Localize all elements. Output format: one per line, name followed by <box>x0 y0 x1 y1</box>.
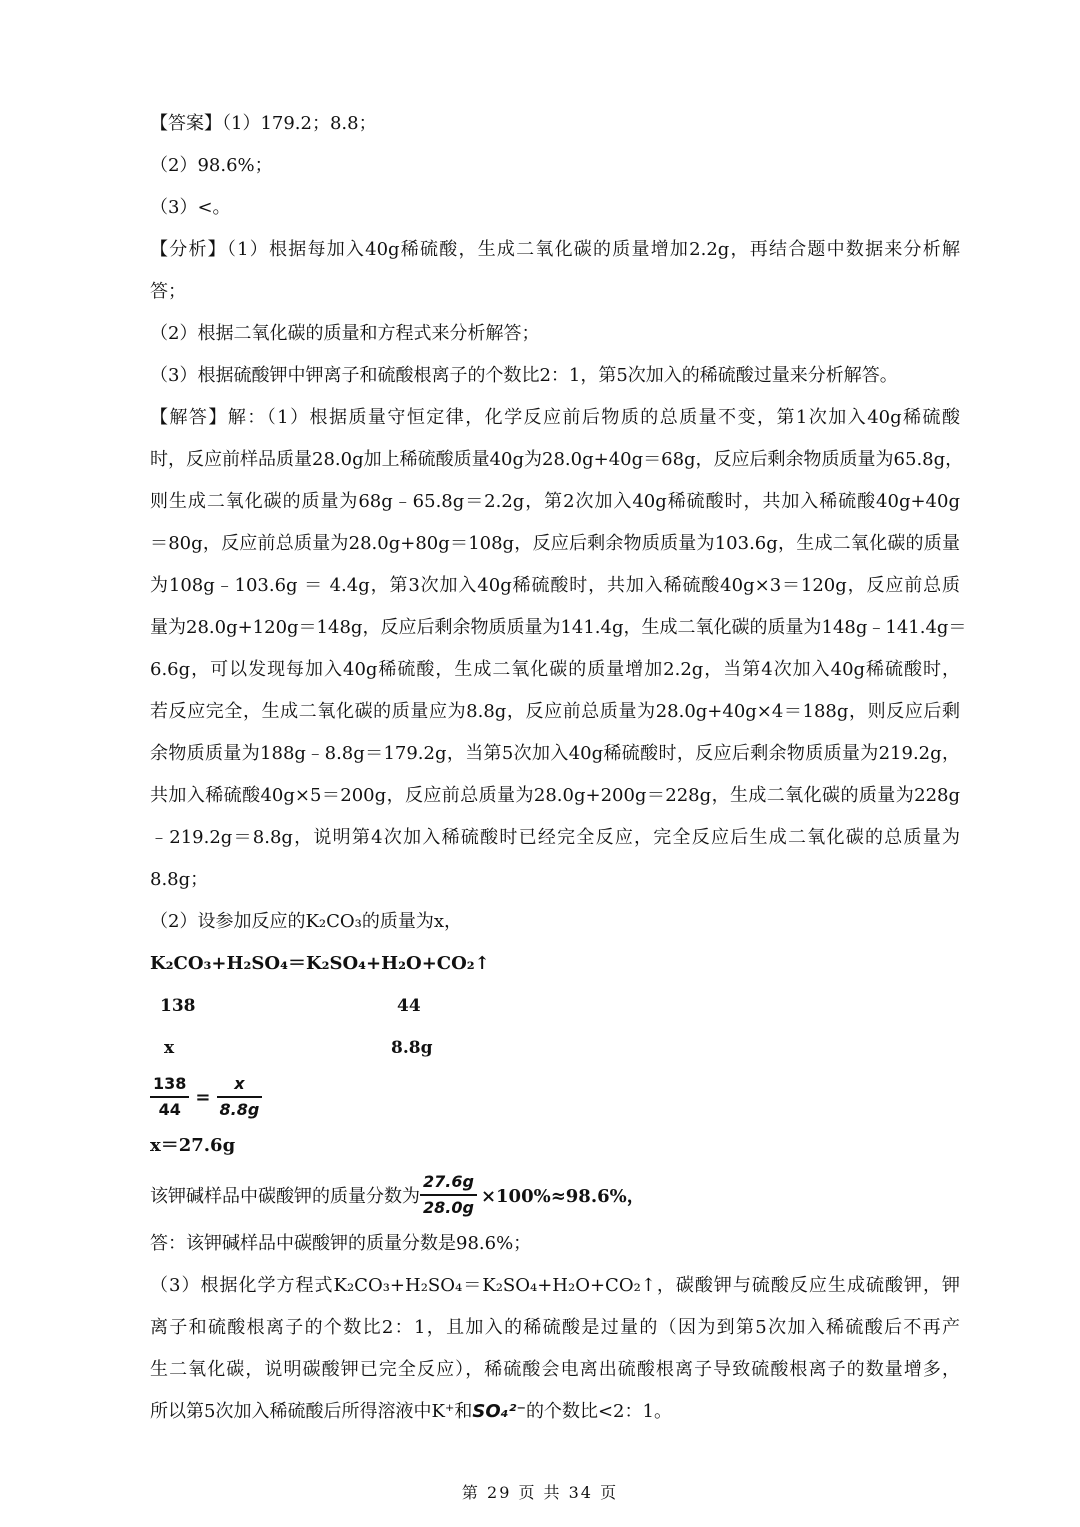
percent-prefix: 该钾碱样品中碳酸钾的质量分数为 <box>150 1186 420 1207</box>
fraction-right-num: x <box>217 1074 263 1098</box>
unknown-row <box>150 1027 960 1069</box>
part3-line: 离子和硫酸根离子的个数比2：1，且加入的稀硫酸是过量的（因为到第5次加入稀硫酸后不再产 <box>150 1317 960 1338</box>
document-body <box>150 103 967 1433</box>
percent-row <box>150 1167 960 1223</box>
page-footer: 第 29 页 共 34 页 <box>461 1483 619 1502</box>
percent-num: 27.6g <box>420 1172 477 1196</box>
solution-line: 共加入稀硫酸40g×5＝200g，反应前总质量为28.0g+200g＝228g，生成二氧化碳的质量为228g <box>150 785 960 806</box>
fraction-right <box>217 1074 263 1120</box>
answer-line-2: （2）98.6%； <box>150 155 273 176</box>
percent-fraction <box>420 1172 477 1218</box>
equals-sign: = <box>195 1086 211 1108</box>
part2-intro: （2）设参加反应的K₂CO₃的质量为x， <box>150 911 463 932</box>
answer-line-1: 【答案】（1）179.2；8.8； <box>150 113 377 134</box>
solution-line: 余物质质量为188g﹣8.8g＝179.2g，当第5次加入40g稀硫酸时，反应后剩余物质质量为219.2g， <box>150 743 960 764</box>
part3-last-suffix: 的个数比<2：1。 <box>525 1401 672 1422</box>
percent-suffix: ×100%≈98.6%， <box>480 1186 645 1207</box>
solution-line: 为108g﹣103.6g ＝ 4.4g，第3次加入40g稀硫酸时，共加入稀硫酸40g×3＝120g，反应前总质 <box>150 575 960 596</box>
chemical-equation: K₂CO₃+H₂SO₄＝K₂SO₄+H₂O+CO₂↑ <box>150 953 490 974</box>
solution-line: 6.6g，可以发现每加入40g稀硫酸，生成二氧化碳的质量增加2.2g，当第4次加入40g稀硫酸时， <box>150 659 960 680</box>
unknown-right: 8.8g <box>391 1038 433 1058</box>
solution-line: ﹣219.2g＝8.8g，说明第4次加入稀硫酸时已经完全反应，完全反应后生成二氧化碳的总质量为 <box>150 827 960 848</box>
fraction-right-den: 8.8g <box>219 1100 260 1119</box>
molar-mass-row <box>150 985 960 1027</box>
fraction-left <box>150 1074 189 1120</box>
part3-last-line <box>150 1391 960 1433</box>
analysis-line-2: 答； <box>150 281 186 302</box>
solution-line: 【解答】解：（1）根据质量守恒定律，化学反应前后物质的总质量不变，第1次加入40g稀硫酸 <box>150 407 960 428</box>
answer-line-3: （3）<。 <box>150 197 231 218</box>
part3-line: 生二氧化碳，说明碳酸钾已完全反应），稀硫酸会电离出硫酸根离子导致硫酸根离子的数量增多， <box>150 1359 960 1380</box>
percent-den: 28.0g <box>423 1198 474 1217</box>
conclusion-line: 答：该钾碱样品中碳酸钾的质量分数是98.6%； <box>150 1233 532 1254</box>
x-result: x＝27.6g <box>150 1135 236 1156</box>
solution-line: 若反应完全，生成二氧化碳的质量应为8.8g，反应前总质量为28.0g+40g×4＝188g，则反应后剩 <box>150 701 960 722</box>
analysis-line-3: （2）根据二氧化碳的质量和方程式来分析解答； <box>150 323 540 344</box>
analysis-line-4: （3）根据硫酸钾中钾离子和硫酸根离子的个数比2：1，第5次加入的稀硫酸过量来分析解答。 <box>150 365 898 386</box>
solution-line: ＝80g，反应前总质量为28.0g+80g＝108g，反应后剩余物质质量为103.6g，生成二氧化碳的质量 <box>150 533 960 554</box>
solution-line: 时，反应前样品质量28.0g加上稀硫酸质量40g为28.0g+40g＝68g，反应后剩余物质质量为65.8g， <box>150 449 964 470</box>
proportion-row <box>150 1069 960 1125</box>
unknown-left: x <box>164 1038 175 1058</box>
analysis-line-1: 【分析】（1）根据每加入40g稀硫酸，生成二氧化碳的质量增加2.2g，再结合题中数据来分析解 <box>150 239 960 260</box>
solution-line: 量为28.0g+120g＝148g，反应后剩余物质质量为141.4g，生成二氧化碳的质量为148g﹣141.4g＝ <box>150 617 967 638</box>
part3-line: （3）根据化学方程式K₂CO₃+H₂SO₄＝K₂SO₄+H₂O+CO₂↑，碳酸钾与硫酸反应生成硫酸钾，钾 <box>150 1275 960 1296</box>
mass-right: 44 <box>397 996 421 1016</box>
fraction-left-num: 138 <box>150 1074 189 1098</box>
solution-line: 8.8g； <box>150 869 209 890</box>
sulfate-ion: SO₄²⁻ <box>472 1401 526 1422</box>
mass-left: 138 <box>160 996 196 1016</box>
part3-last-prefix: 所以第5次加入稀硫酸后所得溶液中K⁺和 <box>150 1401 473 1422</box>
fraction-left-den: 44 <box>158 1100 181 1119</box>
solution-line: 则生成二氧化碳的质量为68g﹣65.8g＝2.2g，第2次加入40g稀硫酸时，共加入稀硫酸40g+40g <box>150 491 960 512</box>
